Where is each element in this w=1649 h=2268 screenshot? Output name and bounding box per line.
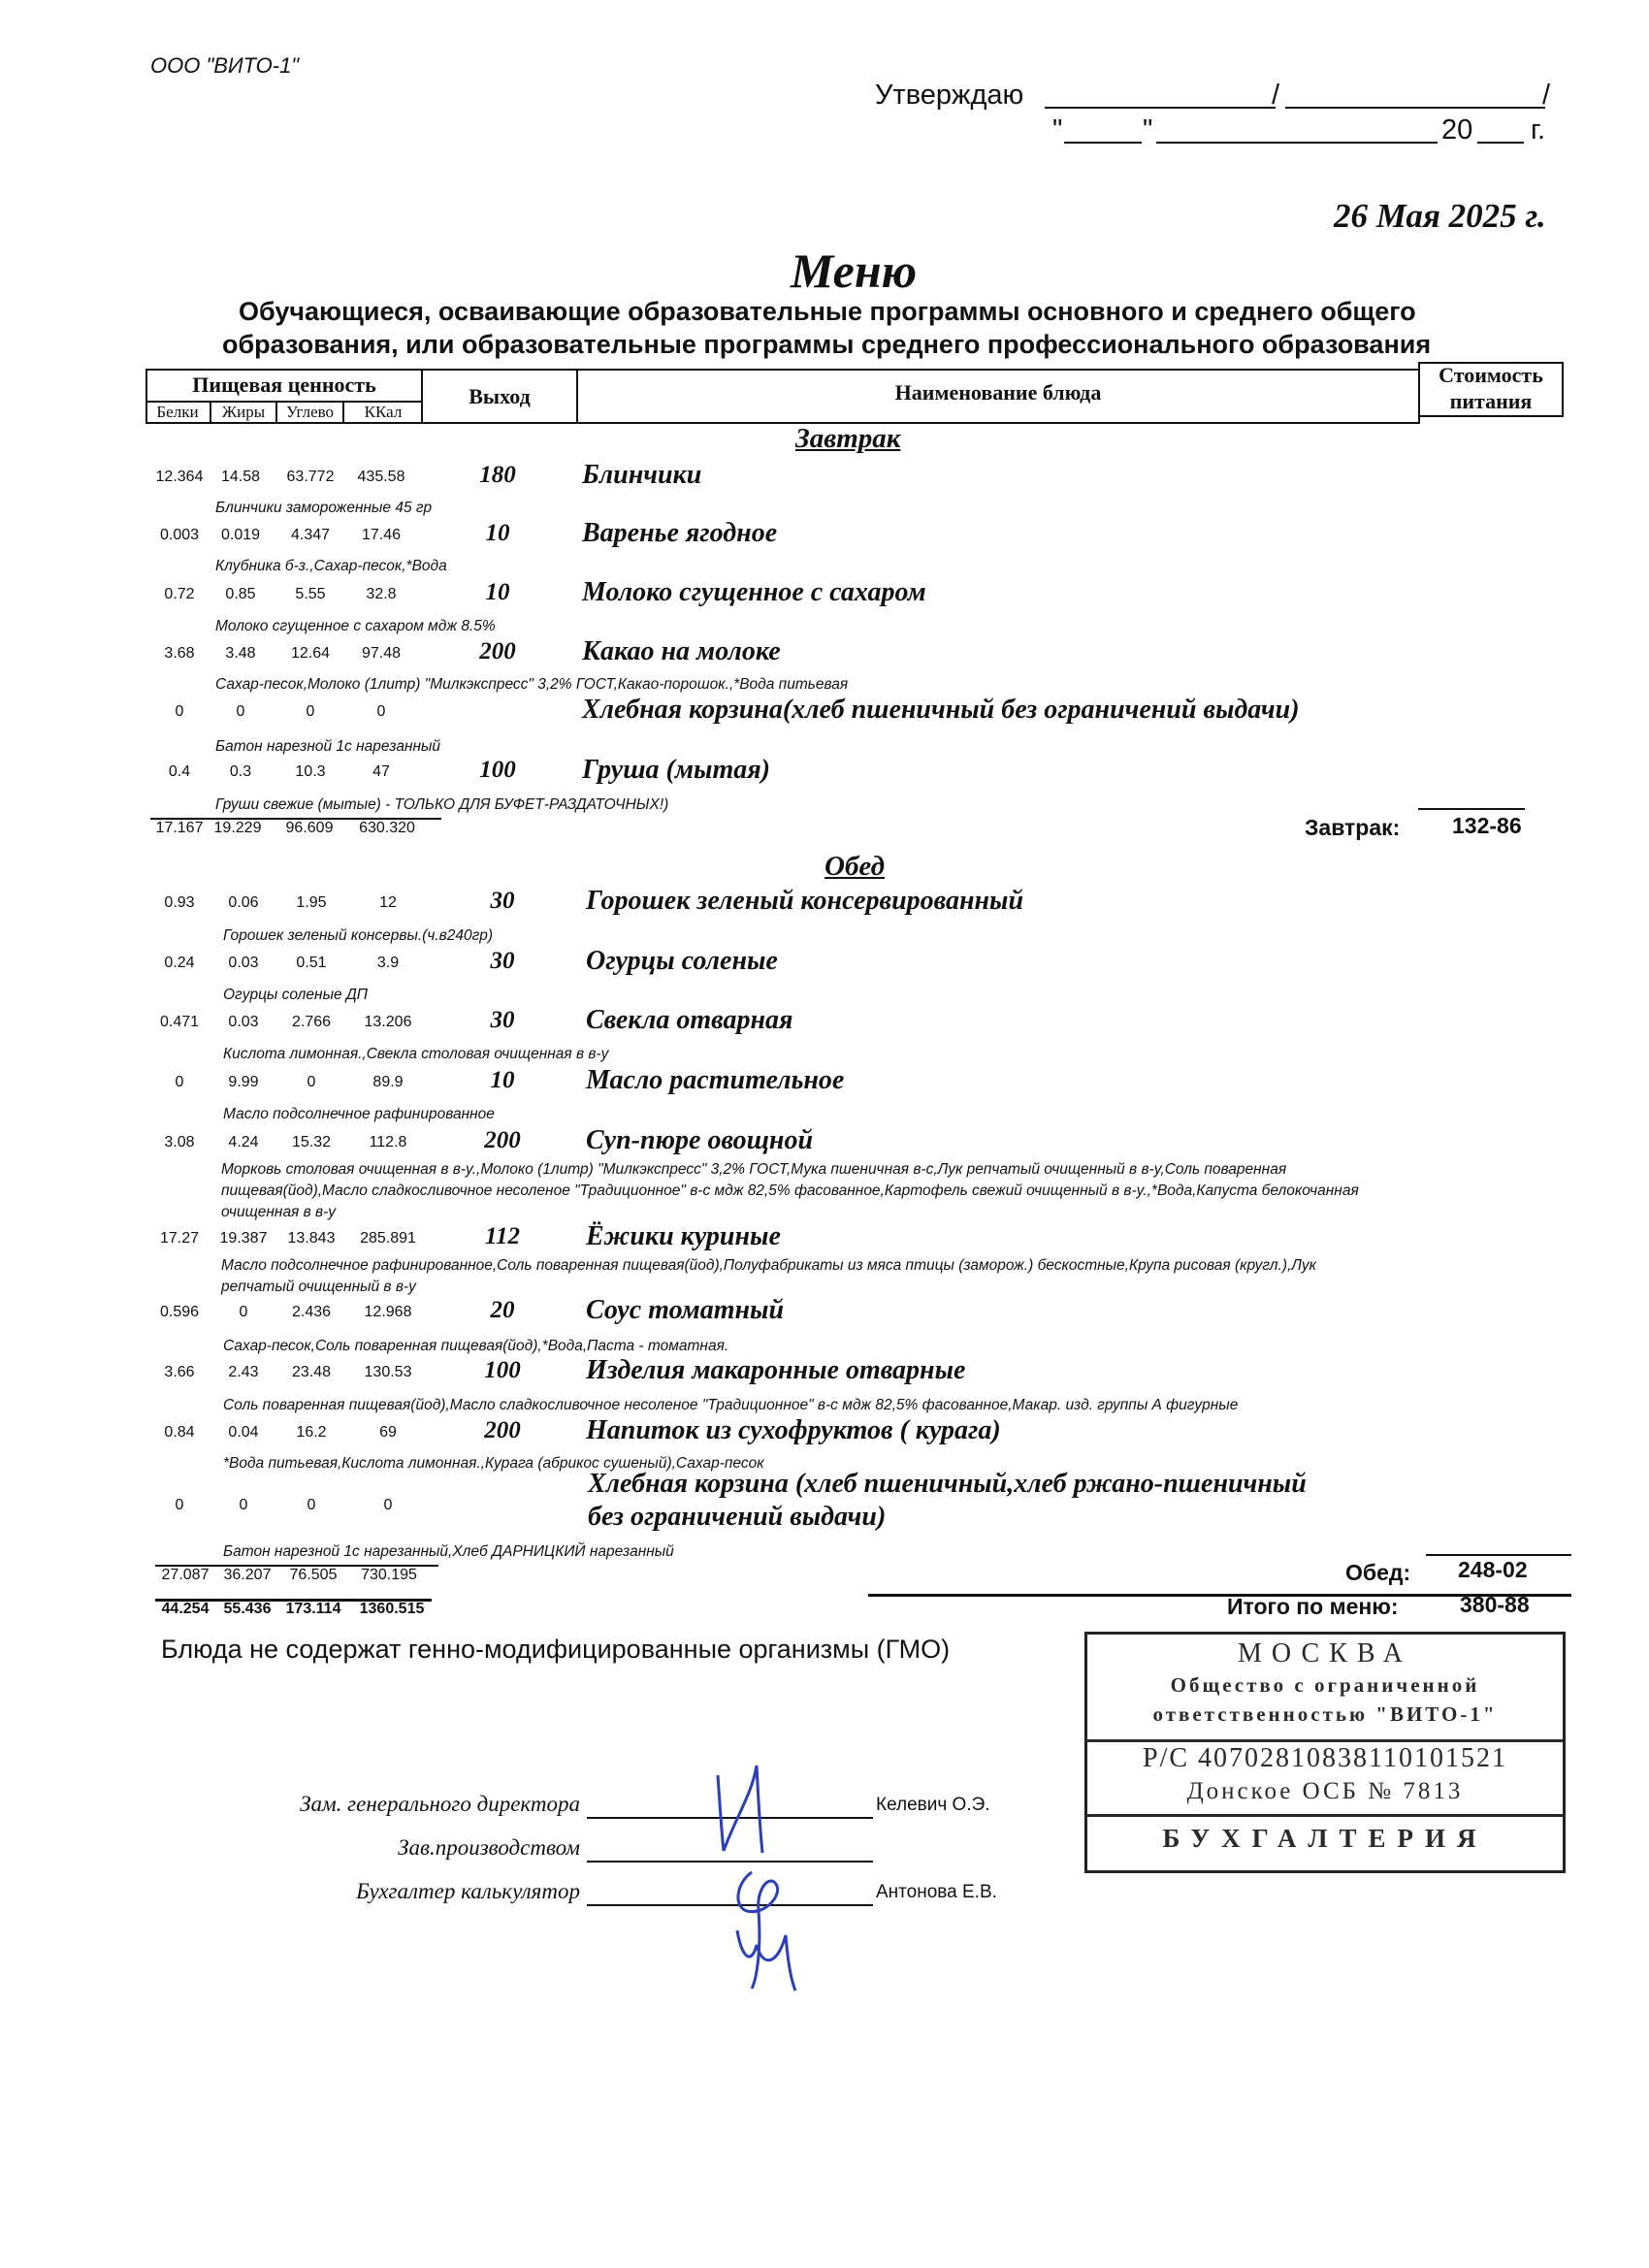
- breakfast-cost-rule: [1418, 808, 1525, 810]
- dish-ingredients: Соль поваренная пищевая(йод),Масло сладкосливочное несоленое "Традиционное" в-с мдж 82,5% фасованное,Макар. изд. группы А фигурные: [223, 1397, 1239, 1413]
- nutrition-kcal: 3.9: [376, 955, 400, 971]
- dish-ingredients: Батон нарезной 1с нарезанный: [215, 738, 441, 755]
- nutrition-kcal: 89.9: [372, 1074, 404, 1090]
- dish-ingredients-line-1: Масло подсолнечное рафинированное,Соль поваренная пищевая(йод),Полуфабрикаты из мяса птицы (заморож.) бескостные,Крупа рисовая (кругл.),Лук: [221, 1257, 1316, 1274]
- signature-name: Келевич О.Э.: [876, 1795, 990, 1815]
- dish-name: Суп-пюре овощной: [586, 1125, 814, 1155]
- month-line: [1156, 142, 1438, 144]
- lunch-title: Обед: [824, 851, 885, 882]
- header-nutrition: Пищевая ценность: [192, 373, 376, 397]
- org-name: ООО "ВИТО-1": [150, 53, 300, 78]
- dish-ingredients: Клубника б-з.,Сахар-песок,*Вода: [215, 558, 447, 574]
- nutrition-protein: 0.471: [159, 1014, 200, 1030]
- nutrition-protein: 0.84: [164, 1424, 195, 1441]
- dish-yield: 200: [484, 1417, 521, 1443]
- breakfast-total-protein: 17.167: [155, 820, 204, 836]
- dish-name: Груша (мытая): [582, 755, 770, 785]
- gmo-note: Блюда не содержат генно-модифицированные организмы (ГМО): [161, 1635, 951, 1664]
- stamp-line-2: ответственностью "ВИТО-1": [1152, 1702, 1498, 1726]
- dish-yield: 30: [490, 948, 515, 974]
- dish-ingredients: Огурцы соленые ДП: [223, 987, 369, 1003]
- nutrition-fat: 2.43: [228, 1364, 259, 1380]
- breakfast-total-fat: 19.229: [213, 820, 262, 836]
- grand-total-carbs: 173.114: [285, 1601, 341, 1617]
- subtitle-line-2: образования, или образовательные программы среднего профессионального образования: [222, 330, 1432, 359]
- nutrition-protein: 0.93: [164, 894, 195, 911]
- nutrition-carbs: 0: [307, 1497, 316, 1513]
- dish-name: Варенье ягодное: [582, 518, 778, 548]
- nutrition-kcal: 130.53: [364, 1364, 412, 1380]
- nutrition-protein: 3.66: [164, 1364, 195, 1380]
- dish-yield: 10: [485, 520, 510, 546]
- nutrition-fat: 0.019: [220, 527, 261, 543]
- lunch-total-protein: 27.087: [161, 1567, 210, 1583]
- dish-name: Молоко сгущенное с сахаром: [582, 577, 926, 607]
- dish-yield: 100: [484, 1357, 521, 1383]
- nutrition-carbs: 13.843: [287, 1230, 336, 1247]
- nutrition-carbs: 16.2: [296, 1424, 327, 1441]
- handwritten-signature: [698, 1736, 844, 2008]
- nutrition-fat: 0: [239, 1304, 248, 1320]
- dish-ingredients: Молоко сгущенное с сахаром мдж 8.5%: [215, 618, 496, 634]
- nutrition-fat: 0.06: [228, 894, 259, 911]
- nutrition-fat: 0.03: [228, 955, 259, 971]
- menu-date: 26 Мая 2025 г.: [1334, 197, 1546, 235]
- dish-name: Напиток из сухофруктов ( курага): [586, 1415, 1001, 1445]
- breakfast-total-kcal: 630.320: [359, 820, 415, 836]
- nutrition-kcal: 32.8: [366, 586, 397, 602]
- nutrition-protein: 0.4: [168, 763, 191, 780]
- nutrition-protein: 17.27: [159, 1230, 200, 1247]
- grand-total-kcal: 1360.515: [359, 1601, 425, 1617]
- dish-yield: 20: [490, 1297, 515, 1323]
- nutrition-kcal: 97.48: [361, 645, 402, 662]
- nutrition-carbs: 12.64: [290, 645, 331, 662]
- stamp-dept: БУХГАЛТЕРИЯ: [1162, 1824, 1488, 1853]
- nutrition-fat: 0: [239, 1497, 248, 1513]
- year-suffix: г.: [1531, 114, 1546, 146]
- nutrition-carbs: 1.95: [296, 894, 327, 911]
- year-line: [1477, 142, 1524, 144]
- dish-ingredients-line-3: очищенная в в-у: [221, 1204, 337, 1220]
- dish-yield: 200: [484, 1127, 521, 1153]
- dish-ingredients-line-2: пищевая(йод),Масло сладкосливочное несоленое "Традиционное" в-с мдж 82,5% фасованное,Картофель свежий очищенный в в-у.,*Вода,Капуста белокочанная: [221, 1183, 1359, 1199]
- breakfast-cost-label: Завтрак:: [1305, 815, 1401, 840]
- dish-ingredients: Горошек зеленый консервы.(ч.в240гр): [223, 927, 494, 944]
- dish-name-line-2: без ограничений выдачи): [588, 1502, 887, 1532]
- nutrition-fat: 14.58: [220, 469, 261, 485]
- breakfast-total-carbs: 96.609: [285, 820, 334, 836]
- nutrition-carbs: 15.32: [291, 1134, 332, 1150]
- nutrition-protein: 0: [175, 703, 184, 720]
- day-line: [1064, 142, 1142, 144]
- dish-yield: 30: [490, 888, 515, 914]
- dish-name: Хлебная корзина(хлеб пшеничный без ограничений выдачи): [582, 695, 1300, 725]
- nutrition-kcal: 12: [379, 894, 397, 911]
- nutrition-protein: 0.003: [159, 527, 200, 543]
- nutrition-carbs: 0: [306, 703, 315, 720]
- signature-role: Зам. генерального директора: [300, 1792, 580, 1816]
- dish-yield: 200: [479, 638, 516, 664]
- dish-ingredients: Кислота лимонная.,Свекла столовая очищенная в в-у: [223, 1046, 609, 1062]
- lunch-cost: 248-02: [1458, 1557, 1528, 1582]
- approve-sep-2: /: [1542, 80, 1551, 111]
- nutrition-kcal: 47: [372, 763, 390, 780]
- dish-name: Масло растительное: [586, 1065, 845, 1095]
- lunch-cost-rule: [1426, 1554, 1571, 1556]
- approve-line-2: [1285, 107, 1545, 109]
- dish-yield: 180: [479, 462, 516, 488]
- dish-ingredients: Груши свежие (мытые) - ТОЛЬКО ДЛЯ БУФЕТ-РАЗДАТОЧНЫХ!): [215, 796, 669, 813]
- stamp-account: Р/С 40702810838110101521: [1143, 1743, 1507, 1773]
- nutrition-kcal: 112.8: [369, 1134, 407, 1150]
- dish-name-line-1: Хлебная корзина (хлеб пшеничный,хлеб ржано-пшеничный: [588, 1469, 1307, 1499]
- year-prefix: 20: [1441, 114, 1473, 146]
- stamp-city: МОСКВА: [1238, 1638, 1412, 1669]
- nutrition-protein: 3.68: [164, 645, 195, 662]
- signature-name: Антонова Е.В.: [876, 1882, 997, 1902]
- signature-role: Зав.производством: [398, 1835, 580, 1860]
- dish-ingredients: Масло подсолнечное рафинированное: [223, 1106, 495, 1122]
- nutrition-fat: 3.48: [225, 645, 256, 662]
- lunch-cost-label: Обед:: [1345, 1560, 1411, 1585]
- nutrition-protein: 3.08: [164, 1134, 195, 1150]
- subtitle-line-1: Обучающиеся, осваивающие образовательные программы основного и среднего общего: [239, 297, 1416, 326]
- nutrition-fat: 4.24: [228, 1134, 259, 1150]
- nutrition-carbs: 2.766: [291, 1014, 332, 1030]
- dish-ingredients: *Вода питьевая,Кислота лимонная.,Курага (абрикос сушеный),Сахар-песок: [223, 1455, 764, 1472]
- nutrition-fat: 19.387: [219, 1230, 268, 1247]
- approve-sep-1: /: [1272, 80, 1280, 111]
- nutrition-carbs: 23.48: [291, 1364, 332, 1380]
- nutrition-kcal: 13.206: [364, 1014, 412, 1030]
- header-yield: Выход: [469, 384, 531, 408]
- page-title: Меню: [790, 243, 918, 298]
- header-dish-name: Наименование блюда: [894, 380, 1102, 405]
- nutrition-fat: 0.85: [225, 586, 256, 602]
- nutrition-kcal: 435.58: [357, 469, 405, 485]
- nutrition-protein: 0.72: [164, 586, 195, 602]
- signature-role: Бухгалтер калькулятор: [356, 1879, 580, 1903]
- header-fat: Жиры: [221, 403, 266, 421]
- nutrition-protein: 0.596: [159, 1304, 200, 1320]
- breakfast-title: Завтрак: [795, 423, 901, 454]
- nutrition-carbs: 4.347: [290, 527, 331, 543]
- header-carbs: Углево: [285, 403, 335, 421]
- nutrition-carbs: 2.436: [291, 1304, 332, 1320]
- dish-name: Соус томатный: [586, 1295, 785, 1325]
- dish-ingredients: Блинчики замороженные 45 гр: [215, 500, 433, 516]
- nutrition-kcal: 0: [376, 703, 386, 720]
- nutrition-protein: 0: [175, 1497, 184, 1513]
- dish-name: Ёжики куриные: [586, 1221, 781, 1251]
- stamp-divider-2: [1087, 1814, 1563, 1817]
- dish-name: Свекла отварная: [586, 1005, 793, 1035]
- dish-yield: 10: [490, 1067, 515, 1093]
- nutrition-carbs: 0.51: [296, 955, 327, 971]
- company-stamp: [1084, 1632, 1566, 1873]
- breakfast-cost: 132-86: [1452, 813, 1522, 838]
- header-cost-1: Стоимость: [1439, 363, 1543, 387]
- nutrition-carbs: 5.55: [295, 586, 326, 602]
- nutrition-fat: 0.03: [228, 1014, 259, 1030]
- nutrition-protein: 0.24: [164, 955, 195, 971]
- nutrition-kcal: 0: [383, 1497, 393, 1513]
- quote-close: ": [1143, 114, 1153, 146]
- dish-ingredients: Сахар-песок,Молоко (1литр) "Милкэкспресс" 3,2% ГОСТ,Какао-порошок.,*Вода питьевая: [215, 676, 849, 693]
- nutrition-kcal: 17.46: [361, 527, 402, 543]
- nutrition-fat: 9.99: [228, 1074, 259, 1090]
- dish-ingredients-line-1: Морковь столовая очищенная в в-у.,Молоко (1литр) "Милкэкспресс" 3,2% ГОСТ,Мука пшеничная в-с,Лук репчатый очищенный в в-у,Соль поваренная: [221, 1161, 1287, 1178]
- nutrition-carbs: 63.772: [286, 469, 335, 485]
- nutrition-kcal: 69: [379, 1424, 397, 1441]
- dish-name: Блинчики: [582, 460, 702, 490]
- dish-ingredients-line-2: репчатый очищенный в в-у: [221, 1279, 416, 1295]
- header-cost-2: питания: [1449, 389, 1533, 413]
- nutrition-protein: 0: [175, 1074, 184, 1090]
- stamp-divider-1: [1087, 1739, 1563, 1742]
- nutrition-fat: 0: [236, 703, 245, 720]
- dish-name: Какао на молоке: [582, 636, 781, 666]
- grand-total-protein: 44.254: [161, 1601, 210, 1617]
- grand-cost-label: Итого по меню:: [1227, 1594, 1399, 1619]
- header-protein: Белки: [156, 403, 199, 421]
- stamp-bank: Донское ОСБ № 7813: [1186, 1778, 1464, 1804]
- nutrition-fat: 0.04: [228, 1424, 259, 1441]
- dish-yield: 100: [479, 757, 516, 783]
- lunch-total-kcal: 730.195: [361, 1567, 417, 1583]
- nutrition-carbs: 0: [307, 1074, 316, 1090]
- dish-ingredients: Батон нарезной 1с нарезанный,Хлеб ДАРНИЦКИЙ нарезанный: [223, 1543, 674, 1560]
- lunch-total-carbs: 76.505: [289, 1567, 338, 1583]
- nutrition-kcal: 12.968: [364, 1304, 412, 1320]
- dish-yield: 30: [490, 1007, 515, 1033]
- nutrition-kcal: 285.891: [360, 1230, 416, 1247]
- header-kcal: ККал: [364, 403, 403, 421]
- nutrition-protein: 12.364: [155, 469, 204, 485]
- dish-yield: 10: [485, 579, 510, 605]
- nutrition-carbs: 10.3: [295, 763, 326, 780]
- quote-open: ": [1052, 114, 1063, 146]
- dish-yield: 112: [484, 1223, 521, 1249]
- dish-ingredients: Сахар-песок,Соль поваренная пищевая(йод),*Вода,Паста - томатная.: [223, 1338, 729, 1354]
- grand-total-fat: 55.436: [223, 1601, 272, 1617]
- lunch-total-fat: 36.207: [223, 1567, 272, 1583]
- dish-name: Изделия макаронные отварные: [586, 1355, 966, 1385]
- approve-line-1: [1045, 107, 1276, 109]
- grand-cost: 380-88: [1460, 1592, 1530, 1617]
- approve-label: Утверждаю: [875, 80, 1024, 111]
- dish-name: Огурцы соленые: [586, 946, 778, 976]
- stamp-line-1: Общество с ограниченной: [1170, 1673, 1480, 1697]
- dish-name: Горошек зеленый консервированный: [586, 886, 1024, 916]
- nutrition-fat: 0.3: [229, 763, 252, 780]
